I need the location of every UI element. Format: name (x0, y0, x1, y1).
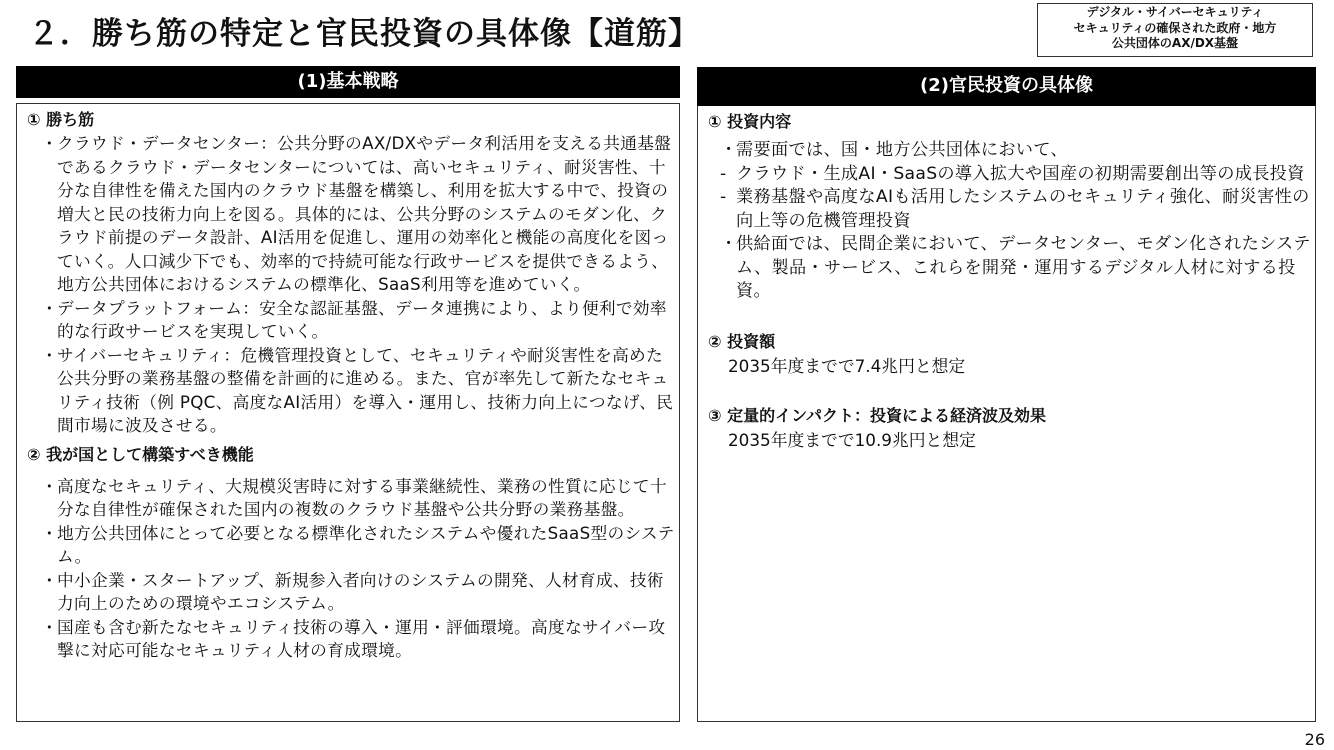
category-tag-line: デジタル・サイバーセキュリティ (1086, 5, 1264, 19)
section-heading-required-functions: ② 我が国として構築すべき機能 (27, 444, 254, 464)
list-item: ・ 供給面では、民間企業において、データセンター、モダン化されたシステム、製品・サービス、これらを開発・運用するデジタル人材に対する投資。 (720, 234, 1311, 301)
list-item: ・ 中小企業・スタートアップ、新規参入者向けのシステムの開発、人材育成、技術力向上のための環境やエコシステム。 (41, 569, 664, 613)
panel-body (697, 106, 1316, 722)
section-heading-investment-amount: ② 投資額 (708, 331, 776, 351)
list-item: ・ 地方公共団体にとって必要となる標準化されたシステムや優れたSaaS型のシステム。 (41, 522, 675, 566)
panel-header: (2)官民投資の具体像 (697, 67, 1316, 106)
list-item-text: データプラットフォーム：安全な認証基盤、データ連携により、より便利で効率的な行政サービスを実現していく。 (57, 297, 667, 341)
list-item-text: 需要面では、国・地方公共団体において、 (736, 140, 1068, 160)
list-item: ・ サイバーセキュリティ：危機管理投資として、セキュリティや耐災害性を高めた公共分野の業務基盤の整備を計画的に進める。また、官が率先して新たなセキュリティ技術（例 PQC、高度なAI活用）を導入・運用し、技術力向上につなげ、民間市場に波及させる。 (41, 344, 674, 435)
category-tag (1037, 3, 1313, 57)
category-tag-line: 公共団体のAX/DX基盤 (1111, 36, 1239, 50)
panel-body (16, 103, 680, 722)
investment-amount-text: 2035年度までで7.4兆円と想定 (728, 355, 966, 376)
list-item: - クラウド・生成AI・SaaSの導入拡大や国産の初期需要創出等の成長投資 (720, 163, 1305, 184)
basic-strategy-panel (16, 66, 680, 722)
list-item: ・ 高度なセキュリティ、大規模災害時に対する事業継続性、業務の性質に応じて十分な自律性が確保された国内の複数のクラウド基盤や公共分野の業務基盤。 (41, 475, 667, 519)
list-item: ・ データプラットフォーム：安全な認証基盤、データ連携により、より便利で効率的な行政サービスを実現していく。 (41, 297, 667, 341)
list-item-text: 地方公共団体にとって必要となる標準化されたシステムや優れたSaaS型のシステム。 (57, 522, 675, 566)
list-item-text: 高度なセキュリティ、大規模災害時に対する事業継続性、業務の性質に応じて十分な自律性が確保された国内の複数のクラウド基盤や公共分野の業務基盤。 (57, 475, 667, 519)
bullet-list (27, 475, 679, 663)
list-item-text: サイバーセキュリティ：危機管理投資として、セキュリティや耐災害性を高めた公共分野の業務基盤の整備を計画的に進める。また、官が率先して新たなセキュリティ技術（例 PQC、高度なAI活用）を導入・運用し、技術力向上につなげ、民間市場に波及させる。 (57, 344, 674, 435)
bullet-list (708, 139, 1315, 304)
list-item-text: 供給面では、民間企業において、データセンター、モダン化されたシステム、製品・サービス、これらを開発・運用するデジタル人材に対する投資。 (736, 234, 1311, 301)
bullet-list (27, 132, 679, 438)
list-item: - 業務基盤や高度なAIも活用したシステムのセキュリティ強化、耐災害性の向上等の危機管理投資 (720, 187, 1310, 231)
panel-header: (1)基本戦略 (16, 66, 680, 98)
page-number: 26 (1304, 730, 1325, 749)
category-tag-line: セキュリティの確保された政府・地方 (1073, 20, 1277, 35)
economic-impact-text: 2035年度までで10.9兆円と想定 (728, 429, 976, 450)
investment-panel (697, 67, 1316, 722)
list-item-text: クラウド・データセンター：公共分野のAX/DXやデータ利活用を支える共通基盤であるクラウド・データセンターについては、高いセキュリティ、耐災害性、十分な自律性を備えた国内のクラウド基盤を構築し、利用を拡大する中で、投資の増大と民の技術力向上を図る。具体的には、公共分野のシステムのモダン化、クラウド前提のデータ設計、AI活用を促進し、運用の効率化と機能の高度化を図っていく。人口減少下でも、効率的で持続可能な行政サービスを提供できるよう、地方公共団体におけるシステムの標準化、SaaS利用等を進めていく。 (57, 133, 672, 294)
section-heading-economic-impact: ③ 定量的インパクト：投資による経済波及効果 (708, 405, 1046, 425)
list-item: ・ クラウド・データセンター：公共分野のAX/DXやデータ利活用を支える共通基盤であるクラウド・データセンターについては、高いセキュリティ、耐災害性、十分な自律性を備えた国内のクラウド基盤を構築し、利用を拡大する中で、投資の増大と民の技術力向上を図る。具体的には、公共分野のシステムのモダン化、クラウド前提のデータ設計、AI活用を促進し、運用の効率化と機能の高度化を図っていく。人口減少下でも、効率的で持続可能な行政サービスを提供できるよう、地方公共団体におけるシステムの標準化、SaaS利用等を進めていく。 (41, 133, 672, 294)
list-item-text: クラウド・生成AI・SaaSの導入拡大や国産の初期需要創出等の成長投資 (736, 163, 1305, 184)
list-item-text: 中小企業・スタートアップ、新規参入者向けのシステムの開発、人材育成、技術力向上のための環境やエコシステム。 (57, 569, 664, 613)
page-title: ２．勝ち筋の特定と官民投資の具体像【道筋】 (28, 16, 700, 52)
list-item-text: 業務基盤や高度なAIも活用したシステムのセキュリティ強化、耐災害性の向上等の危機管理投資 (736, 187, 1310, 231)
list-item: ・ 国産も含む新たなセキュリティ技術の導入・運用・評価環境。高度なサイバー攻撃に対応可能なセキュリティ人材の育成環境。 (41, 616, 666, 660)
list-item-text: 国産も含む新たなセキュリティ技術の導入・運用・評価環境。高度なサイバー攻撃に対応可能なセキュリティ人材の育成環境。 (57, 616, 666, 660)
section-heading-investment-content: ① 投資内容 (708, 112, 792, 131)
list-item: ・ 需要面では、国・地方公共団体において、 (720, 140, 1068, 160)
section-heading-winning-path: ① 勝ち筋 (27, 110, 95, 129)
